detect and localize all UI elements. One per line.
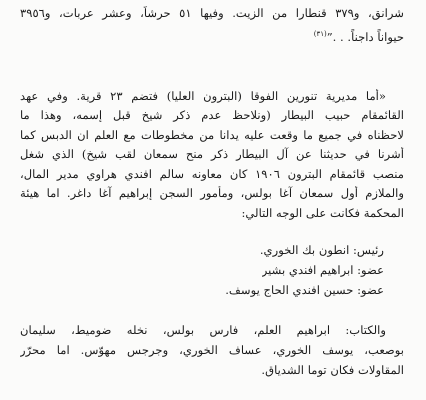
paragraph-2-line-3: لاحظناه في جميع ما وقعت عليه يدانا من مخطوطات مع العلم ان الدبس كما <box>20 128 404 142</box>
court-member-2: عضو: حسين افندي الحاج يوسف. <box>225 283 384 297</box>
paragraph-2-last-line: المحكمة فكانت على الوجه التالي: <box>241 206 404 220</box>
footnote-reference: (٣١) <box>313 30 327 38</box>
paragraph-2-line-1: «أما مديرية تنورين الفوقا (البترون العليا) فتضم ٢٣ قرية. وفي عهد <box>20 89 386 103</box>
paragraph-2-line-5: منصب قائمقام البترون ١٩٠٦ كان معاونه سالم افندي هراوي مدير المال، <box>20 167 404 181</box>
court-member-1: عضو: ابراهيم افندي بشير <box>261 263 384 277</box>
paragraph-2-line-4: أشرنا في حديثنا عن آل البيطار ذكر منح سمعان لقب شيخ) الذي شغل <box>20 147 404 161</box>
paragraph-1-line-1: شرانق، و٣٧٩ قنطارا من الزيت. وفيها ٥١ حرشاً، وعشر عربات، و٣٩٥٦ <box>20 6 404 20</box>
paragraph-2-line-6: والملازم أول سمعان آغا بولس، ومأمور السجن إبراهيم آغا داغر. اما هيئة <box>20 186 404 200</box>
paragraph-3-line-1: والكتاب: ابراهيم العلم، فارس بولس، نخله ضوميط، سليمان <box>20 323 386 337</box>
court-member-president: رئيس: انطون بك الخوري. <box>259 243 384 257</box>
paragraph-3-line-2: بوصعب، يوسف الخوري، عساف الخوري، وجرجس مهوّس. اما محرّر <box>20 343 404 357</box>
paragraph-1-line-2-text: حيواناً داجناً. . .” <box>326 29 404 44</box>
paragraph-3-last-line: المقاولات فكان توما الشدياق. <box>261 363 404 377</box>
paragraph-2-line-2: القائمقام حبيب البيطار (ونلاحظ عدم ذكر شيخ قبل إسمه، وهذا ما <box>20 108 404 122</box>
paragraph-1-line-2 <box>20 27 404 44</box>
